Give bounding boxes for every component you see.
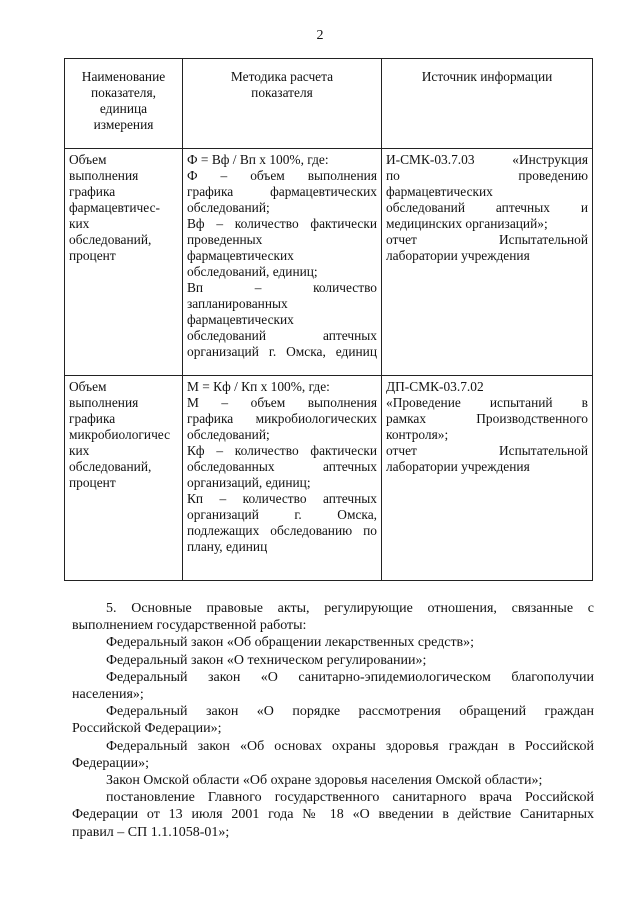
method-line: организаций г. Омска, — [187, 507, 377, 522]
method-line: организаций, единиц; — [187, 475, 311, 490]
paragraph-line: Федеральный закон «О санитарно-эпидемиологическом благополучии — [106, 669, 594, 685]
indicator-name-line: обследований, — [69, 459, 152, 474]
source-line: И-СМК-03.7.03 «Инструкция — [386, 152, 588, 167]
table-header-cell — [183, 59, 382, 149]
calculation-method-cell — [183, 376, 382, 581]
page-number: 2 — [316, 28, 324, 43]
indicator-name-line: процент — [69, 475, 116, 490]
source-line: фармацевтических — [386, 184, 493, 199]
header-line: Наименование — [81, 69, 166, 84]
paragraph-line: Федеральный закон «Об обращении лекарственных средств»; — [106, 635, 475, 651]
indicator-name-cell — [65, 376, 183, 581]
legal-acts-section — [72, 600, 594, 841]
legal-act-paragraph — [72, 652, 594, 669]
table-header-cell — [65, 59, 183, 149]
indicator-name-line: обследований, — [69, 232, 152, 247]
paragraph-line: Федерации»; — [72, 755, 150, 771]
header-line: показателя, — [91, 85, 156, 100]
indicator-name-line: графика — [69, 184, 116, 199]
source-line: «Проведение испытаний в — [386, 395, 588, 410]
indicator-name-line: ких — [69, 443, 90, 458]
header-line: единица — [99, 101, 148, 116]
calculation-method-cell — [183, 149, 382, 376]
method-line: фармацевтических — [187, 248, 294, 263]
indicator-name-cell — [65, 149, 183, 376]
method-line: Ф – объем выполнения — [187, 168, 377, 183]
paragraph-line: выполнением государственной работы: — [72, 618, 307, 634]
indicator-name-line: ких — [69, 216, 90, 231]
method-line: Вп – количество — [187, 280, 377, 295]
source-line: рамках Производственного — [386, 411, 588, 426]
legal-act-paragraph — [72, 669, 594, 703]
method-line: плану, единиц — [187, 539, 268, 554]
indicator-name-line: Объем — [69, 379, 107, 394]
method-line: графика фармацевтических — [187, 184, 377, 199]
indicator-name-line: выполнения — [69, 395, 139, 410]
method-line: обследований аптечных — [187, 328, 377, 343]
header-line: Источник информации — [421, 69, 553, 84]
header-line: показателя — [251, 85, 313, 100]
source-line: лаборатории учреждения — [386, 248, 530, 263]
paragraph-line: Российской Федерации»; — [72, 721, 222, 737]
indicator-name-line: графика — [69, 411, 116, 426]
legal-act-paragraph — [72, 738, 594, 772]
method-line: подлежащих обследованию по — [187, 523, 377, 538]
paragraph-line: постановление Главного государственного санитарного врача Российской — [106, 790, 594, 806]
source-line: по проведению — [386, 168, 588, 183]
method-line: обследований; — [187, 200, 270, 215]
paragraph-line: Федеральный закон «О техническом регулировании»; — [106, 652, 427, 668]
indicators-table — [64, 58, 593, 581]
source-line: лаборатории учреждения — [386, 459, 530, 474]
information-source-cell — [382, 149, 593, 376]
paragraph-line: населения»; — [72, 687, 144, 703]
source-line: обследований аптечных и — [386, 200, 588, 215]
legal-act-paragraph — [72, 789, 594, 841]
method-line: проведенных — [187, 232, 263, 247]
paragraph-line: 5. Основные правовые акты, регулирующие отношения, связанные с — [106, 601, 594, 616]
method-line: М – объем выполнения — [187, 395, 377, 410]
method-line: обследованных аптечных — [187, 459, 377, 474]
indicator-name-line: фармацевтичес- — [69, 200, 160, 215]
legal-act-paragraph — [72, 703, 594, 737]
paragraph-line: Федерации от 13 июля 2001 года № 18 «О введении в действие Санитарных — [72, 807, 594, 823]
method-line: графика микробиологических — [187, 411, 377, 426]
method-line: обследований; — [187, 427, 270, 442]
method-line: обследований, единиц; — [187, 264, 318, 279]
paragraph-line: Федеральный закон «О порядке рассмотрения обращений граждан — [106, 704, 594, 720]
paragraph-line: правил – СП 1.1.1058-01»; — [72, 824, 230, 840]
indicator-name-line: выполнения — [69, 168, 139, 183]
source-line: контроля»; — [386, 427, 449, 442]
method-line: Ф = Вф / Вп х 100%, где: — [187, 152, 329, 167]
table-row — [65, 376, 593, 581]
source-line: отчет Испытательной — [386, 443, 588, 458]
method-line: Кф – количество фактически — [187, 443, 377, 458]
paragraph-line: Закон Омской области «Об охране здоровья населения Омской области»; — [106, 773, 543, 789]
legal-act-paragraph — [72, 772, 594, 789]
method-line: Кп – количество аптечных — [187, 491, 377, 506]
method-line: Вф – количество фактически — [187, 216, 377, 231]
legal-act-paragraph — [72, 634, 594, 651]
source-line: медицинских организаций»; — [386, 216, 548, 231]
legal-act-paragraph — [72, 600, 594, 634]
method-line: организаций г. Омска, единиц — [187, 344, 377, 359]
source-line: ДП-СМК-03.7.02 — [386, 379, 484, 394]
paragraph-line: Федеральный закон «Об основах охраны здоровья граждан в Российской — [106, 738, 594, 754]
indicator-name-line: процент — [69, 248, 116, 263]
header-line: измерения — [93, 117, 154, 132]
indicator-name-line: Объем — [69, 152, 107, 167]
method-line: запланированных — [187, 296, 288, 311]
table-header-cell — [382, 59, 593, 149]
indicator-name-line: микробиологичес — [69, 427, 171, 442]
method-line: М = Кф / Кп х 100%, где: — [187, 379, 330, 394]
method-line: фармацевтических — [187, 312, 294, 327]
source-line: отчет Испытательной — [386, 232, 588, 247]
header-line: Методика расчета — [230, 69, 334, 84]
information-source-cell — [382, 376, 593, 581]
table-header-row — [65, 59, 593, 149]
table-row — [65, 149, 593, 376]
